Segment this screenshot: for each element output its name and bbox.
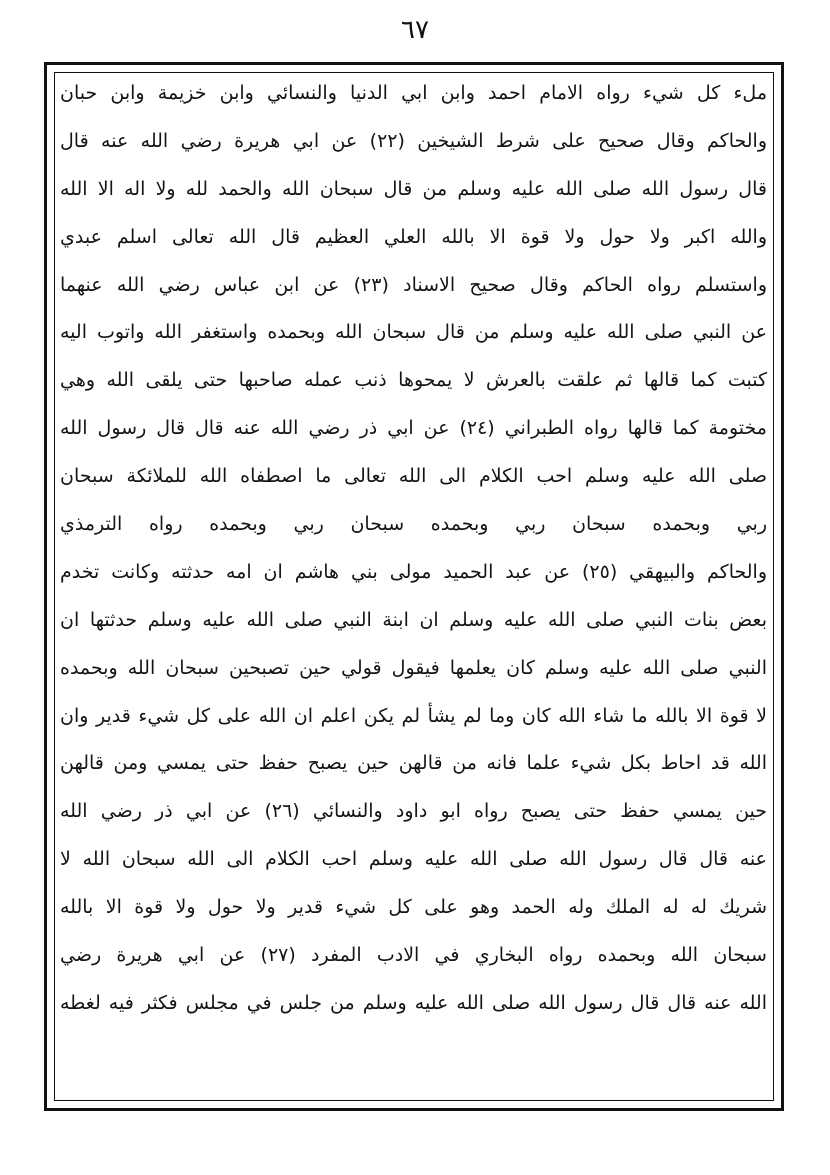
- text-line: عنه قال قال رسول الله صلى الله عليه وسلم احب الكلام الى الله سبحان الله لا: [60, 848, 767, 871]
- text-line: شريك له له الملك وله الحمد وهو على كل شيء قدير ولا حول ولا قوة الا بالله: [60, 896, 767, 919]
- text-line: مختومة كما قالها رواه الطبراني (٢٤) عن ابي ذر رضي الله عنه قال قال رسول الله: [60, 417, 767, 440]
- text-line: ربي وبحمده سبحان ربي وبحمده سبحان ربي وبحمده رواه الترمذي: [60, 513, 767, 536]
- text-line: عن النبي صلى الله عليه وسلم من قال سبحان الله وبحمده واستغفر الله واتوب اليه: [60, 321, 767, 344]
- text-line: صلى الله عليه وسلم احب الكلام الى الله تعالى ما اصطفاه الله للملائكة سبحان: [60, 465, 767, 488]
- text-line: والله اكبر ولا حول ولا قوة الا بالله العلي العظيم قال الله تعالى اسلم عبدي: [60, 225, 767, 248]
- text-line: قال رسول الله صلى الله عليه وسلم من قال سبحان الله والحمد لله ولا اله الا الله: [60, 177, 767, 200]
- text-line: والحاكم وقال صحيح على شرط الشيخين (٢٢) عن ابي هريرة رضي الله عنه قال: [60, 129, 767, 152]
- text-line: بعض بنات النبي صلى الله عليه وسلم ان ابنة النبي صلى الله عليه وسلم حدثتها ان: [60, 608, 767, 631]
- text-line: النبي صلى الله عليه وسلم كان يعلمها فيقول قولي حين تصبحين سبحان الله وبحمده: [60, 656, 767, 679]
- text-line: سبحان الله وبحمده رواه البخاري في الادب المفرد (٢٧) عن ابي هريرة رضي: [60, 944, 767, 967]
- text-line: ملء كل شيء رواه الامام احمد وابن ابي الدنيا والنسائي وابن خزيمة وابن حبان: [60, 82, 767, 104]
- text-line: والحاكم والبيهقي (٢٥) عن عبد الحميد مولى بني هاشم ان امه حدثته وكانت تخدم: [60, 560, 767, 583]
- body-text: [60, 70, 767, 1028]
- text-line: لا قوة الا بالله ما شاء الله كان وما لم يشأ لم يكن اعلم ان الله على كل شيء قدير وان: [60, 704, 767, 727]
- text-line: الله عنه قال قال رسول الله صلى الله عليه وسلم من جلس في مجلس فكثر فيه لغطه: [60, 991, 767, 1014]
- page-number: ٦٧: [401, 15, 429, 45]
- text-line: الله قد احاط بكل شيء علما فانه من قالهن حين يصبح حفظ حتى يمسي ومن قالهن: [60, 752, 767, 775]
- text-line: حين يمسي حفظ حتى يصبح رواه ابو داود والنسائي (٢٦) عن ابي ذر رضي الله: [60, 800, 767, 823]
- text-line: كتبت كما قالها ثم علقت بالعرش لا يمحوها ذنب عمله صاحبها حتى يلقى الله وهي: [60, 369, 767, 392]
- text-line: واستسلم رواه الحاكم وقال صحيح الاسناد (٢٣) عن ابن عباس رضي الله عنهما: [60, 273, 767, 296]
